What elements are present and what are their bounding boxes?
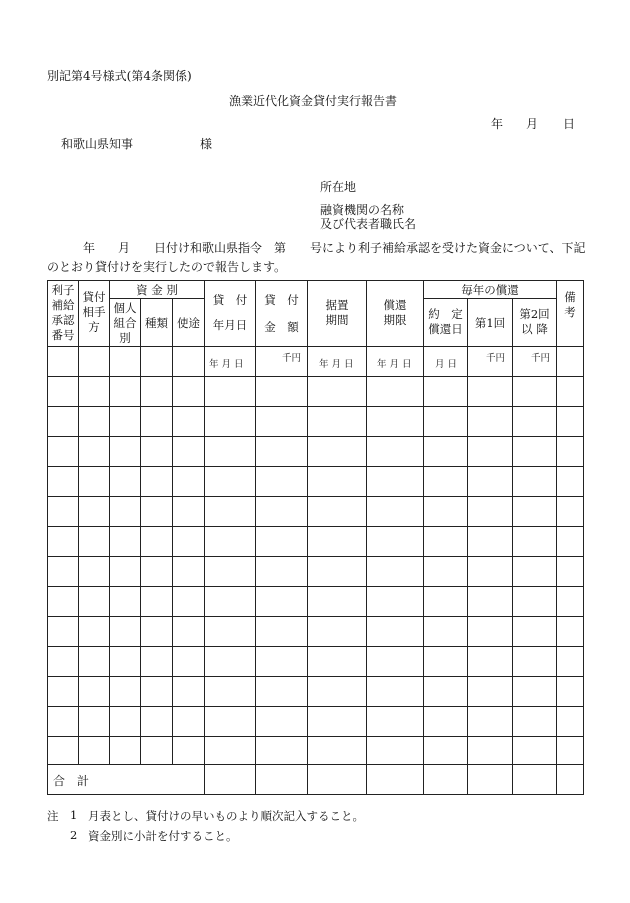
header-approval-no: 利子 補給 承認 番号 [51, 283, 75, 342]
body-line2: のとおり貸付けを実行したので報告します。 [47, 260, 287, 274]
header-fund-group: 資 金 別 [136, 283, 178, 297]
header-loan-amount-bottom: 金 額 [264, 320, 299, 334]
document-title: 漁業近代化資金貸付実行報告書 [229, 94, 398, 108]
unit-loan-amount: 千円 [282, 353, 302, 364]
date-month: 月 [526, 117, 539, 131]
unit-second: 千円 [531, 353, 551, 364]
unit-first: 千円 [486, 353, 506, 364]
reporter-institution: 融資機関の名称 [320, 203, 405, 217]
header-fund-type: 種類 [145, 316, 168, 330]
reporter-location: 所在地 [320, 180, 357, 194]
form-reference: 別記第4号様式(第4条関係) [47, 69, 192, 83]
unit-agreed-date: 月 日 [435, 359, 458, 370]
header-loan-date-top: 貸 付 [212, 293, 248, 307]
header-fund-individual: 個人 組合 別 [113, 301, 137, 345]
header-agreed-date: 約 定 償還日 [428, 307, 463, 336]
date-year: 年 [491, 117, 504, 131]
unit-loan-date: 年 月 日 [209, 359, 244, 370]
honorific: 様 [200, 137, 213, 151]
note-1-number: 1 [70, 808, 78, 822]
header-annual-group: 毎年の償還 [461, 283, 519, 297]
body-month: 月 [118, 241, 131, 255]
note-2-text: 資金別に小計を付すること。 [88, 829, 238, 843]
header-loan-date-bottom: 年月日 [212, 318, 248, 332]
notes-label: 注 [47, 809, 59, 823]
body-line1: 日付け和歌山県指令 第 号により利子補給承認を受けた資金について、下記 [154, 241, 586, 255]
note-1-text: 月表とし、貸付けの早いものより順次記入すること。 [88, 809, 364, 823]
header-first-repayment: 第1回 [474, 316, 506, 330]
header-loan-amount-top: 貸 付 [264, 293, 299, 307]
header-repay-term: 償還 期限 [383, 298, 407, 327]
reporter-representative: 及び代表者職氏名 [320, 217, 417, 231]
header-second-repayment: 第2回 以 降 [519, 307, 550, 336]
unit-repay-term: 年 月 日 [377, 359, 412, 370]
addressee: 和歌山県知事 [61, 137, 134, 151]
header-fund-use: 使途 [177, 316, 200, 330]
header-grace-period: 据置 期間 [325, 298, 349, 327]
total-label: 合 計 [53, 774, 90, 788]
header-remarks: 備 考 [564, 290, 576, 319]
body-year: 年 [83, 241, 96, 255]
header-borrower: 貸付 相手 方 [82, 290, 106, 334]
note-2-number: 2 [70, 828, 78, 842]
date-day: 日 [563, 117, 576, 131]
unit-grace: 年 月 日 [319, 359, 354, 370]
